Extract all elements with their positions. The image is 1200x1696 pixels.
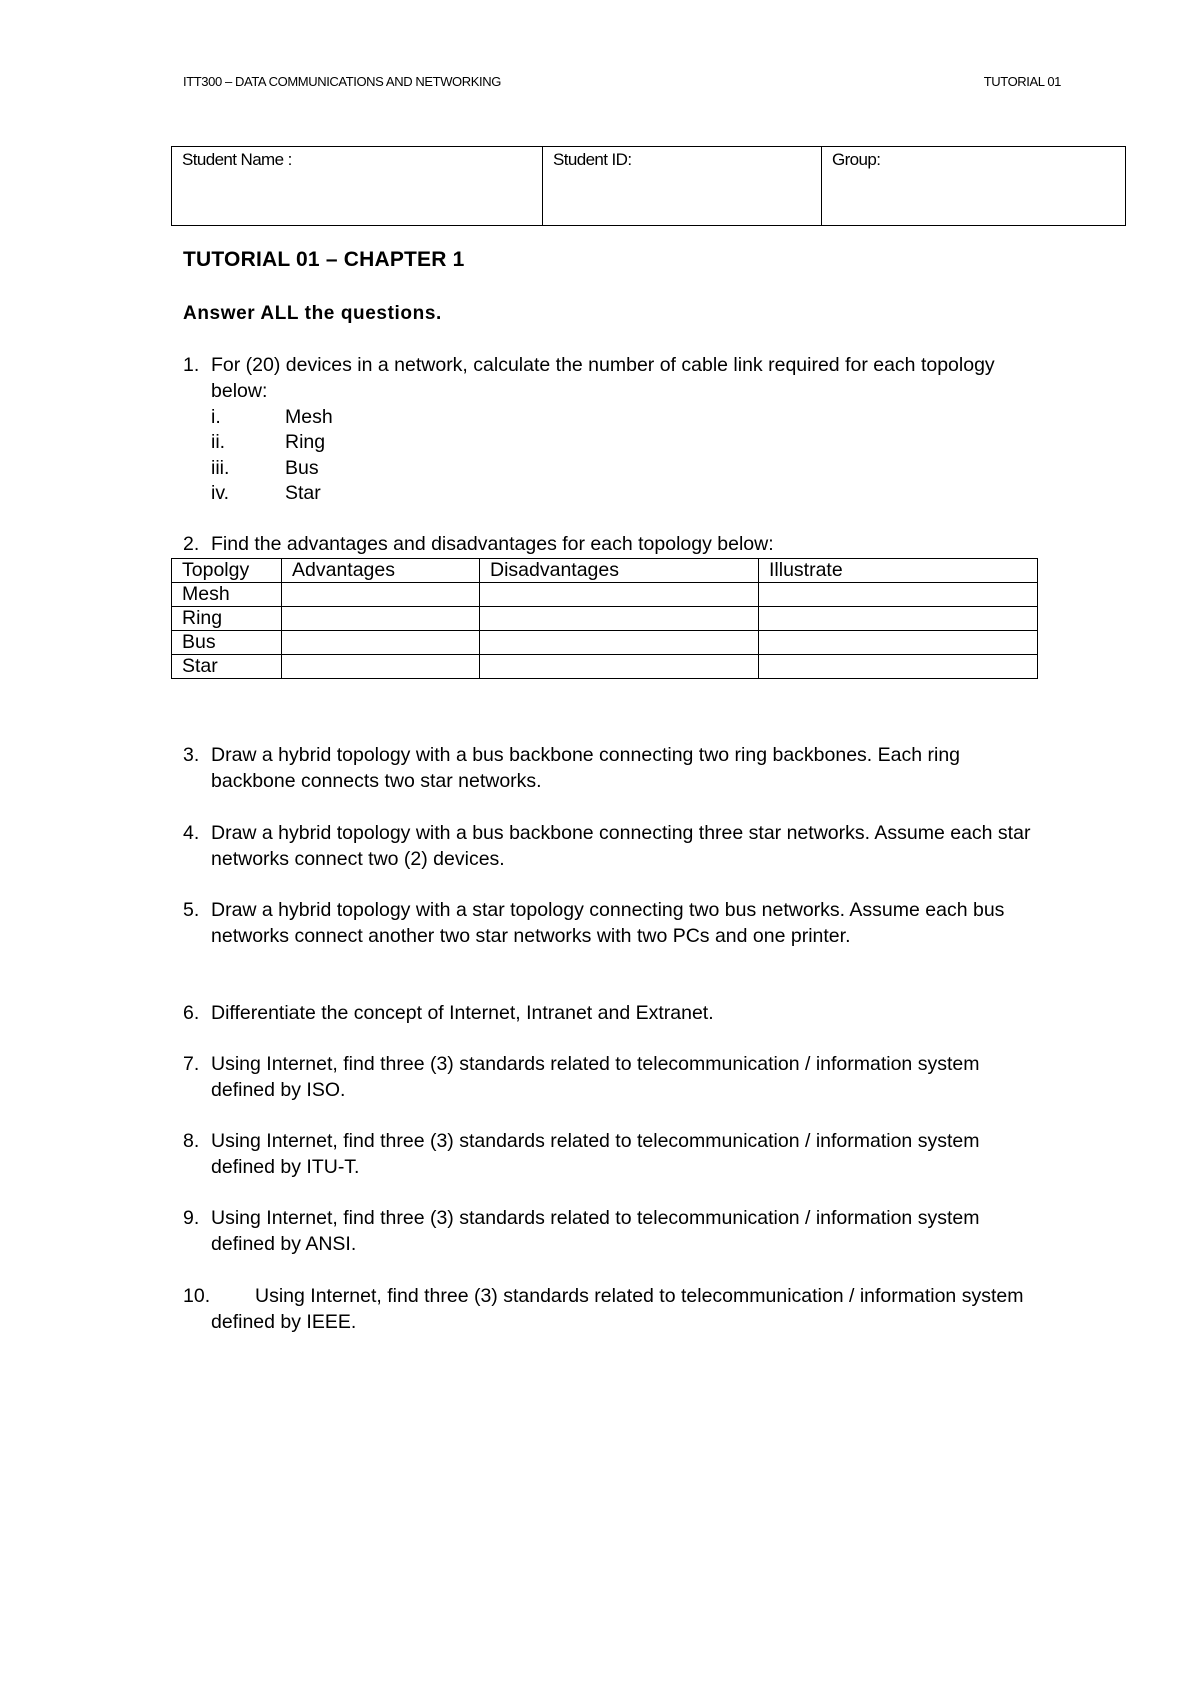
roman-numeral: ii. bbox=[211, 431, 226, 453]
question-text: Differentiate the concept of Internet, Intranet and Extranet. bbox=[211, 1002, 714, 1024]
question-text: Find the advantages and disadvantages for each topology below: bbox=[211, 533, 774, 555]
sub-item-label: Mesh bbox=[285, 406, 333, 428]
question-number: 3. bbox=[183, 744, 200, 766]
answer-cell[interactable] bbox=[282, 655, 480, 679]
question-number: 7. bbox=[183, 1053, 200, 1075]
question-4 bbox=[183, 821, 1041, 872]
group-field[interactable]: Group: bbox=[822, 147, 1126, 226]
question-number: 10. bbox=[183, 1285, 211, 1307]
row-label: Ring bbox=[172, 607, 282, 631]
sub-item-label: Star bbox=[285, 482, 321, 504]
question-text: Using Internet, find three (3) standards related to telecommunication / information system defined by ISO. bbox=[211, 1053, 980, 1101]
answer-cell[interactable] bbox=[759, 583, 1038, 607]
student-info-table bbox=[171, 146, 1126, 226]
question-7 bbox=[183, 1052, 1041, 1103]
column-header: Topolgy bbox=[172, 559, 282, 583]
student-id-field[interactable]: Student ID: bbox=[543, 147, 822, 226]
row-label: Star bbox=[172, 655, 282, 679]
student-name-field[interactable]: Student Name : bbox=[172, 147, 543, 226]
course-title: ITT300 – DATA COMMUNICATIONS AND NETWORKING bbox=[183, 74, 501, 89]
question-text: Using Internet, find three (3) standards related to telecommunication / information system defined by ANSI. bbox=[211, 1207, 980, 1255]
roman-numeral: iv. bbox=[211, 482, 230, 504]
question-2 bbox=[183, 532, 1041, 558]
question-9 bbox=[183, 1206, 1041, 1257]
table-row bbox=[172, 631, 1038, 655]
answer-cell[interactable] bbox=[282, 583, 480, 607]
question-text: Draw a hybrid topology with a bus backbone connecting three star networks. Assume each star networks connect two (2) devices. bbox=[211, 822, 1031, 870]
question-1 bbox=[183, 353, 1041, 404]
question-number: 1. bbox=[183, 354, 200, 376]
answer-cell[interactable] bbox=[759, 631, 1038, 655]
topology-table bbox=[171, 558, 1038, 679]
question-3 bbox=[183, 743, 1041, 794]
table-row bbox=[172, 583, 1038, 607]
answer-cell[interactable] bbox=[759, 655, 1038, 679]
question-text: For (20) devices in a network, calculate the number of cable link required for each topology below: bbox=[211, 354, 995, 402]
sub-item-label: Bus bbox=[285, 457, 319, 479]
column-header: Disadvantages bbox=[480, 559, 759, 583]
question-number: 5. bbox=[183, 899, 200, 921]
question-number: 8. bbox=[183, 1130, 200, 1152]
question-6 bbox=[183, 1001, 1041, 1027]
roman-numeral: i. bbox=[211, 406, 221, 428]
question-text: Draw a hybrid topology with a star topology connecting two bus networks. Assume each bus networks connect another two star networks with two PCs and one printer. bbox=[211, 899, 1005, 947]
question-number: 4. bbox=[183, 822, 200, 844]
column-header: Illustrate bbox=[759, 559, 1038, 583]
answer-cell[interactable] bbox=[759, 607, 1038, 631]
question-text: Using Internet, find three (3) standards related to telecommunication / information system defined by ITU-T. bbox=[211, 1130, 980, 1178]
answer-cell[interactable] bbox=[480, 583, 759, 607]
answer-cell[interactable] bbox=[282, 631, 480, 655]
roman-numeral: iii. bbox=[211, 457, 230, 479]
table-row bbox=[172, 607, 1038, 631]
answer-cell[interactable] bbox=[480, 655, 759, 679]
question-5 bbox=[183, 898, 1041, 949]
question-10 bbox=[183, 1284, 1041, 1335]
tutorial-label: TUTORIAL 01 bbox=[983, 74, 1061, 89]
question-number: 2. bbox=[183, 533, 200, 555]
answer-cell[interactable] bbox=[480, 607, 759, 631]
table-header-row bbox=[172, 559, 1038, 583]
answer-cell[interactable] bbox=[480, 631, 759, 655]
instruction: Answer ALL the questions. bbox=[183, 303, 442, 324]
column-header: Advantages bbox=[282, 559, 480, 583]
question-text: Using Internet, find three (3) standards related to telecommunication / information system defined by IEEE. bbox=[211, 1285, 1024, 1333]
table-row bbox=[172, 655, 1038, 679]
row-label: Bus bbox=[172, 631, 282, 655]
sub-item-label: Ring bbox=[285, 431, 326, 453]
answer-cell[interactable] bbox=[282, 607, 480, 631]
row-label: Mesh bbox=[172, 583, 282, 607]
question-number: 9. bbox=[183, 1207, 200, 1229]
question-number: 6. bbox=[183, 1002, 200, 1024]
question-text: Draw a hybrid topology with a bus backbone connecting two ring backbones. Each ring backbone connects two star networks. bbox=[211, 744, 961, 792]
question-8 bbox=[183, 1129, 1041, 1180]
page-title: TUTORIAL 01 – CHAPTER 1 bbox=[183, 248, 465, 271]
